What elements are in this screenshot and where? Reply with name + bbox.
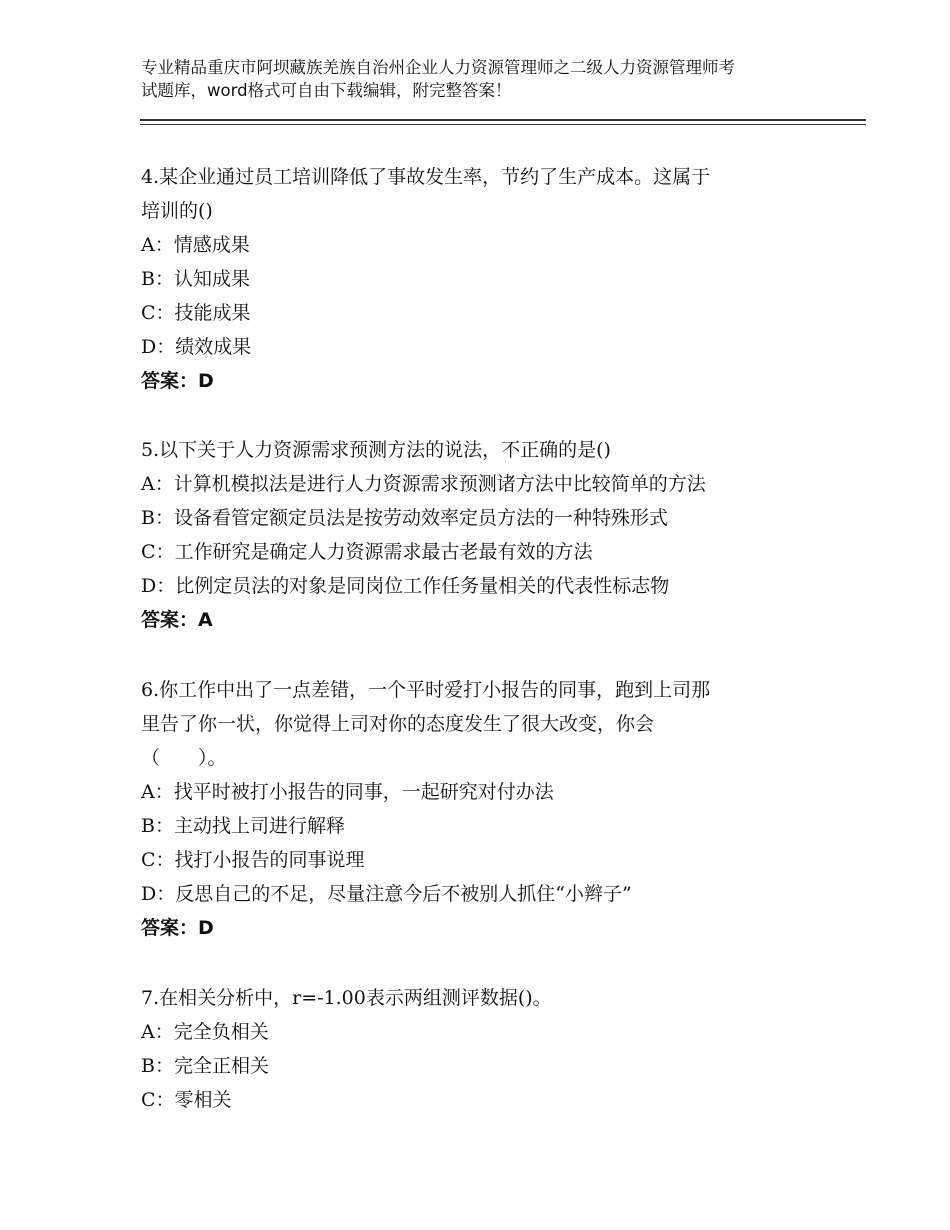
header-line-1: 专业精品重庆市阿坝藏族羌族自治州企业人力资源管理师之二级人力资源管理师考 bbox=[141, 58, 735, 77]
answer-value: A bbox=[198, 609, 213, 631]
question-stem: 里告了你一状，你觉得上司对你的态度发生了很大改变，你会 bbox=[141, 713, 655, 735]
header-divider-thick bbox=[140, 119, 866, 121]
question-stem: 5.以下关于人力资源需求预测方法的说法，不正确的是() bbox=[141, 439, 611, 461]
question-stem: （ ）。 bbox=[141, 747, 227, 769]
question-stem: 7.在相关分析中，r=-1.00表示两组测评数据()。 bbox=[141, 987, 552, 1009]
document-header bbox=[141, 56, 831, 102]
option-b: B：设备看管定额定员法是按劳动效率定员方法的一种特殊形式 bbox=[141, 507, 668, 529]
question-stem: 6.你工作中出了一点差错，一个平时爱打小报告的同事，跑到上司那 bbox=[141, 679, 711, 701]
option-b: B：主动找上司进行解释 bbox=[141, 815, 345, 837]
answer-line bbox=[141, 603, 841, 637]
question-7 bbox=[141, 981, 841, 1117]
question-stem: 培训的() bbox=[141, 200, 213, 222]
option-a: A：情感成果 bbox=[141, 234, 250, 256]
option-d: D：反思自己的不足，尽量注意今后不被别人抓住“小辫子” bbox=[141, 883, 632, 905]
option-a: A：计算机模拟法是进行人力资源需求预测诸方法中比较简单的方法 bbox=[141, 473, 706, 495]
option-d: D：比例定员法的对象是同岗位工作任务量相关的代表性标志物 bbox=[141, 575, 670, 597]
option-a: A：完全负相关 bbox=[141, 1021, 269, 1043]
question-6 bbox=[141, 673, 841, 945]
header-line-2: 试题库，word格式可自由下载编辑，附完整答案！ bbox=[141, 81, 512, 100]
answer-label: 答案： bbox=[141, 609, 199, 631]
option-a: A：找平时被打小报告的同事，一起研究对付办法 bbox=[141, 781, 554, 803]
answer-value: D bbox=[198, 370, 214, 392]
option-c: C：工作研究是确定人力资源需求最古老最有效的方法 bbox=[141, 541, 593, 563]
answer-value: D bbox=[198, 917, 214, 939]
question-stem: 4.某企业通过员工培训降低了事故发生率，节约了生产成本。这属于 bbox=[141, 166, 711, 188]
option-b: B：完全正相关 bbox=[141, 1055, 269, 1077]
answer-label: 答案： bbox=[141, 370, 199, 392]
header-divider-thin bbox=[140, 124, 866, 125]
question-4 bbox=[141, 160, 841, 398]
answer-label: 答案： bbox=[141, 917, 199, 939]
question-5 bbox=[141, 433, 841, 637]
option-c: C：找打小报告的同事说理 bbox=[141, 849, 365, 871]
option-c: C：零相关 bbox=[141, 1089, 232, 1111]
option-c: C：技能成果 bbox=[141, 302, 251, 324]
answer-line bbox=[141, 364, 841, 398]
option-b: B：认知成果 bbox=[141, 268, 250, 290]
answer-line bbox=[141, 911, 841, 945]
option-d: D：绩效成果 bbox=[141, 336, 252, 358]
